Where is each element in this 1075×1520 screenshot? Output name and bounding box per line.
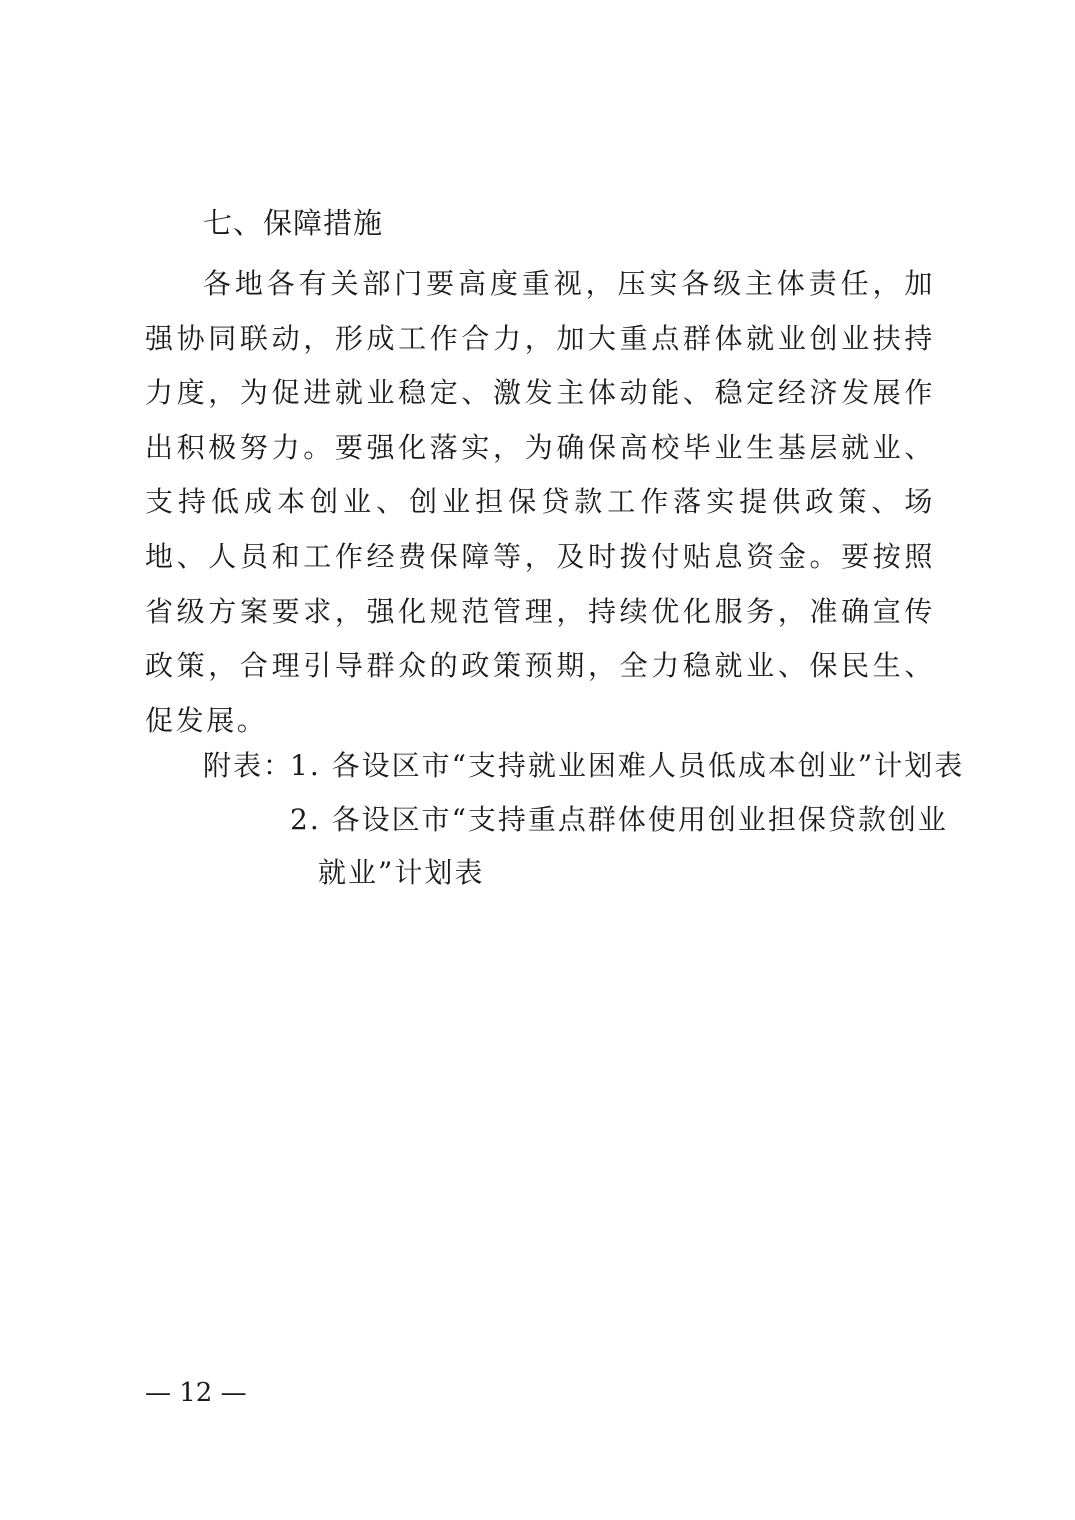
- attachment-item-2: 2. 各设区市“支持重点群体使用创业担保贷款创业: [290, 803, 948, 836]
- attachments-label: 附表：: [203, 749, 294, 782]
- page-number: — 12 —: [145, 1378, 247, 1408]
- section-heading: 七、保障措施: [203, 206, 384, 240]
- attachment-item-2-continuation: 就业”计划表: [318, 856, 485, 889]
- attachment-item-1: 1. 各设区市“支持就业困难人员低成本创业”计划表: [290, 749, 965, 782]
- section-paragraph: 各地各有关部门要高度重视，压实各级主体责任，加强协同联动，形成工作合力，加大重点群体就业创业扶持力度，为促进就业稳定、激发主体动能、稳定经济发展作出积极努力。要强化落实，为确保高校毕业生基层就业、支持低成本创业、创业担保贷款工作落实提供政策、场地、人员和工作经费保障等，及时拨付贴息资金。要按照省级方案要求，强化规范管理，持续优化服务，准确宣传政策，合理引导群众的政策预期，全力稳就业、保民生、促发展。: [145, 267, 935, 737]
